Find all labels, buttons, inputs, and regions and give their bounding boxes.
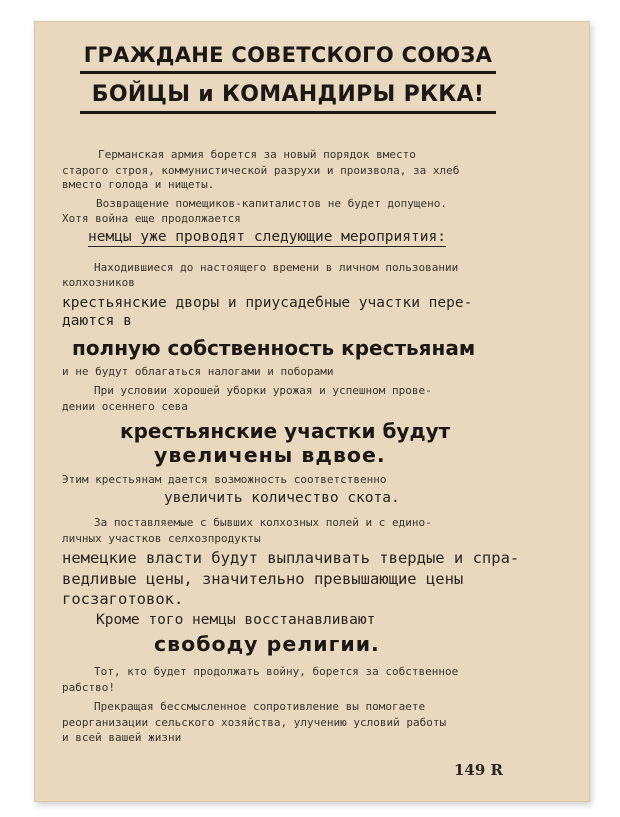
war-line-1: Тот, кто будет продолжать войну, борется за собственное <box>94 665 459 678</box>
header-line-2: БОЙЦЫ и КОМАНДИРЫ РККА! <box>80 74 496 114</box>
ownership-headline: полную собственность крестьянам <box>72 336 476 360</box>
header-block <box>80 43 496 114</box>
war-line-2: рабство! <box>62 681 115 694</box>
products-line-1: За поставляемые с бывших колхозных полей и с едино- <box>94 516 432 529</box>
prices-line-1: немецкие власти будут выплачивать твердые и спра- <box>62 549 520 567</box>
header-line-1: ГРАЖДАНЕ СОВЕТСКОГО СОЮЗА <box>80 43 496 74</box>
plots-line-4: даются в <box>62 313 132 329</box>
livestock-line-1: Этим крестьянам дается возможность соответственно <box>62 473 387 486</box>
religion-headline: свободу религии. <box>154 632 380 656</box>
harvest-line-2: дении осеннего сева <box>62 400 188 413</box>
doubled-headline-line-2: увеличены вдвое. <box>154 443 386 467</box>
leaflet-page <box>34 21 590 802</box>
intro-line-1: Германская армия борется за новый порядок вместо <box>98 148 416 161</box>
doubled-headline-line-1: крестьянские участки будут <box>120 419 451 443</box>
return-line-1: Возвращение помещиков-капиталистов не будет допущено. <box>96 197 447 210</box>
restore-line: Кроме того немцы восстанавливают <box>96 612 376 628</box>
livestock-line-2: увеличить количество скота. <box>164 490 400 506</box>
plots-line-1: Находившиеся до настоящего времени в личном пользовании <box>94 261 459 274</box>
leaflet-code: 149 R <box>454 761 503 779</box>
closing-line-2: реорганизации сельского хозяйства, улучению условий работы <box>62 716 447 729</box>
taxes-line: и не будут облагаться налогами и поборами <box>62 365 334 378</box>
intro-line-3: вместо голода и нищеты. <box>62 178 215 191</box>
return-line-2: Хотя война еще продолжается <box>62 212 241 225</box>
plots-line-3: крестьянские дворы и приусадебные участки пере- <box>62 295 473 311</box>
closing-line-1: Прекращая бессмысленное сопротивление вы помогаете <box>94 700 426 713</box>
intro-line-2: старого строя, коммунистической разрухи и произвола, за хлеб <box>62 164 460 177</box>
measures-heading: немцы уже проводят следующие мероприятия: <box>88 229 446 245</box>
plots-line-2: колхозников <box>62 276 135 289</box>
prices-line-2: ведливые цены, значительно превышающие цены <box>62 570 464 588</box>
closing-line-3: и всей вашей жизни <box>62 731 182 744</box>
prices-line-3: госзаготовок. <box>62 590 184 608</box>
products-line-2: личных участков селхозпродукты <box>62 532 261 545</box>
harvest-line-1: При условии хорошей уборки урожая и успешном прове- <box>94 384 432 397</box>
